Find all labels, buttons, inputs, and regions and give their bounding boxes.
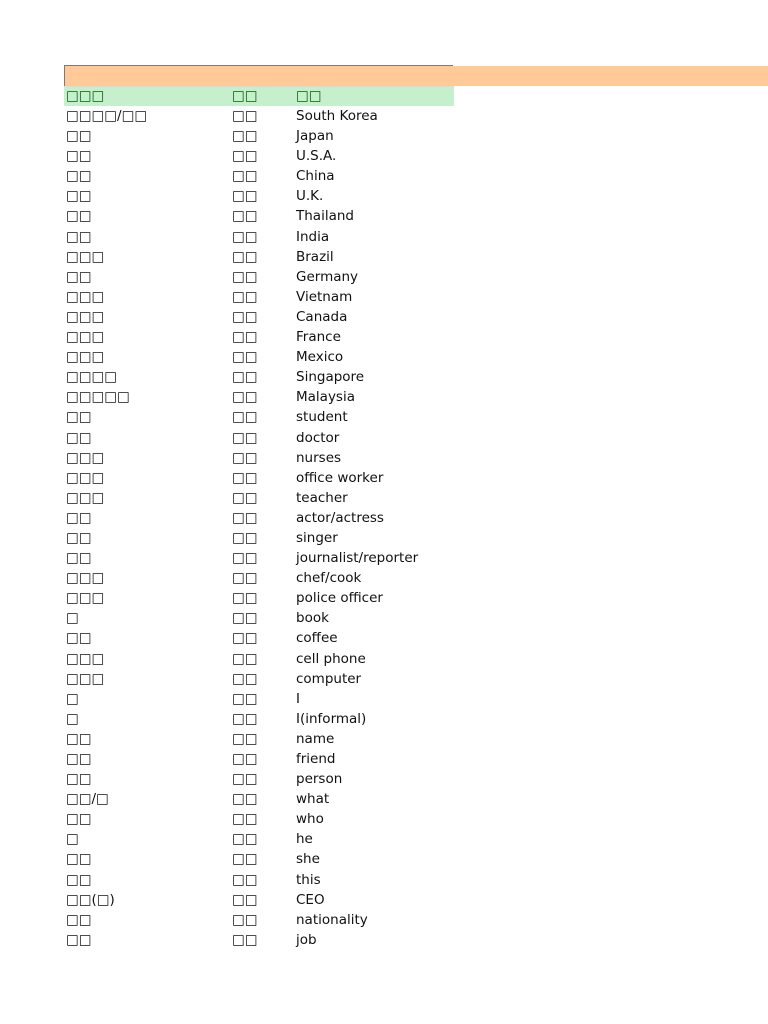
table-row	[0, 809, 768, 829]
cell-meaning: coffee	[296, 630, 338, 647]
cell-word: □□□	[66, 650, 105, 667]
cell-meaning: student	[296, 409, 348, 426]
cell-type: □□	[232, 489, 258, 506]
cell-meaning: I	[296, 690, 300, 707]
cell-type: □□	[232, 811, 258, 828]
cell-meaning: doctor	[296, 429, 340, 446]
header-row	[64, 86, 454, 106]
cell-meaning: South Korea	[296, 108, 378, 124]
cell-word: □□(□)	[66, 891, 115, 908]
table-row	[0, 789, 768, 809]
table-row	[0, 689, 768, 709]
table-row	[0, 508, 768, 528]
cell-word: □□□	[66, 308, 105, 325]
vocabulary-list	[0, 106, 768, 950]
cell-type: □□	[232, 590, 258, 607]
cell-type: □□	[232, 570, 258, 587]
cell-type: □□	[232, 108, 258, 124]
cell-word: □□□	[66, 489, 105, 506]
cell-type: □□	[232, 730, 258, 747]
cell-type: □□	[232, 469, 258, 486]
cell-word: □□	[66, 550, 92, 567]
cell-type: □□	[232, 168, 258, 185]
table-row	[0, 608, 768, 628]
cell-type: □□	[232, 228, 258, 245]
cell-meaning: Brazil	[296, 248, 334, 265]
cell-type: □□	[232, 308, 258, 325]
table-row	[0, 106, 768, 126]
cell-type: □□	[232, 630, 258, 647]
header-col-meaning: □□	[296, 88, 322, 104]
cell-type: □□	[232, 529, 258, 546]
cell-meaning: Mexico	[296, 349, 344, 366]
cell-word: □□	[66, 771, 92, 788]
cell-type: □□	[232, 429, 258, 446]
cell-meaning: he	[296, 831, 313, 848]
cell-meaning: singer	[296, 529, 338, 546]
cell-type: □□	[232, 208, 258, 225]
cell-meaning: office worker	[296, 469, 384, 486]
cell-type: □□	[232, 610, 258, 627]
cell-word: □□□□□	[66, 389, 130, 406]
cell-word: □□	[66, 208, 92, 225]
cell-type: □□	[232, 268, 258, 285]
cell-word: □□	[66, 429, 92, 446]
cell-word: □□	[66, 811, 92, 828]
cell-word: □□	[66, 128, 92, 145]
cell-word: □□	[66, 630, 92, 647]
table-row	[0, 749, 768, 769]
cell-word: □□□	[66, 670, 105, 687]
cell-meaning: U.S.A.	[296, 148, 337, 165]
cell-word: □□	[66, 529, 92, 546]
table-row	[0, 206, 768, 226]
cell-meaning: Vietnam	[296, 288, 353, 305]
cell-word: □□	[66, 148, 92, 165]
table-row	[0, 407, 768, 427]
cell-word: □□□	[66, 248, 105, 265]
cell-type: □□	[232, 710, 258, 727]
cell-word: □□	[66, 509, 92, 526]
table-row	[0, 448, 768, 468]
cell-word: □□	[66, 751, 92, 767]
cell-type: □□	[232, 891, 258, 908]
table-row	[0, 247, 768, 267]
table-row	[0, 428, 768, 448]
cell-type: □□	[232, 670, 258, 687]
cell-word: □	[66, 610, 79, 627]
cell-word: □□	[66, 730, 92, 747]
table-row	[0, 367, 768, 387]
cell-meaning: I(informal)	[296, 710, 367, 727]
table-row	[0, 166, 768, 186]
table-row	[0, 267, 768, 287]
cell-word: □	[66, 690, 79, 707]
cell-meaning: what	[296, 791, 330, 808]
title-bar-extension	[453, 66, 768, 86]
table-row	[0, 769, 768, 789]
cell-meaning: teacher	[296, 489, 348, 506]
cell-type: □□	[232, 650, 258, 667]
cell-meaning: who	[296, 811, 324, 828]
cell-type: □□	[232, 188, 258, 205]
cell-type: □□	[232, 911, 258, 928]
cell-word: □□	[66, 409, 92, 426]
header-col-type: □□	[232, 88, 258, 104]
table-row	[0, 227, 768, 247]
cell-type: □□	[232, 550, 258, 567]
cell-type: □□	[232, 349, 258, 366]
cell-meaning: India	[296, 228, 330, 245]
table-row	[0, 870, 768, 890]
cell-type: □□	[232, 791, 258, 808]
table-row	[0, 890, 768, 910]
cell-type: □□	[232, 851, 258, 868]
table-row	[0, 628, 768, 648]
cell-meaning: person	[296, 771, 343, 788]
cell-type: □□	[232, 931, 258, 948]
cell-meaning: job	[296, 931, 317, 948]
cell-word: □□	[66, 851, 92, 868]
cell-meaning: journalist/reporter	[296, 550, 419, 567]
table-row	[0, 468, 768, 488]
cell-word: □□	[66, 188, 92, 205]
cell-meaning: she	[296, 851, 320, 868]
cell-meaning: police officer	[296, 590, 383, 607]
cell-meaning: name	[296, 730, 335, 747]
cell-type: □□	[232, 128, 258, 145]
cell-type: □□	[232, 248, 258, 265]
cell-type: □□	[232, 449, 258, 466]
table-row	[0, 287, 768, 307]
table-row	[0, 327, 768, 347]
cell-meaning: France	[296, 329, 341, 346]
table-row	[0, 910, 768, 930]
cell-word: □□□	[66, 590, 105, 607]
cell-meaning: this	[296, 871, 321, 888]
cell-meaning: U.K.	[296, 188, 324, 205]
header-col-word: □□□	[66, 88, 105, 104]
table-row	[0, 126, 768, 146]
table-row	[0, 186, 768, 206]
cell-word: □□□	[66, 349, 105, 366]
cell-type: □□	[232, 329, 258, 346]
table-row	[0, 930, 768, 950]
cell-word: □□□□/□□	[66, 108, 148, 124]
cell-type: □□	[232, 690, 258, 707]
cell-meaning: book	[296, 610, 329, 627]
cell-word: □□	[66, 228, 92, 245]
cell-word: □□/□	[66, 791, 109, 808]
cell-word: □□□	[66, 469, 105, 486]
cell-meaning: Japan	[296, 128, 334, 145]
cell-word: □□	[66, 911, 92, 928]
table-row	[0, 588, 768, 608]
table-row	[0, 307, 768, 327]
cell-meaning: cell phone	[296, 650, 366, 667]
cell-word: □□□	[66, 288, 105, 305]
cell-type: □□	[232, 871, 258, 888]
cell-type: □□	[232, 509, 258, 526]
table-row	[0, 709, 768, 729]
cell-type: □□	[232, 751, 258, 767]
table-row	[0, 568, 768, 588]
table-row	[0, 669, 768, 689]
table-row	[0, 146, 768, 166]
cell-word: □□□	[66, 449, 105, 466]
cell-meaning: nurses	[296, 449, 342, 466]
cell-type: □□	[232, 409, 258, 426]
table-row	[0, 548, 768, 568]
table-row	[0, 347, 768, 367]
table-row	[0, 488, 768, 508]
table-row	[0, 387, 768, 407]
table-row	[0, 649, 768, 669]
cell-meaning: chef/cook	[296, 570, 362, 587]
cell-meaning: Singapore	[296, 369, 365, 386]
cell-meaning: Germany	[296, 268, 359, 285]
cell-word: □□□	[66, 329, 105, 346]
cell-word: □	[66, 831, 79, 848]
cell-word: □□	[66, 168, 92, 185]
cell-meaning: friend	[296, 751, 336, 767]
cell-meaning: China	[296, 168, 335, 185]
cell-meaning: Malaysia	[296, 389, 355, 406]
table-row	[0, 829, 768, 849]
cell-type: □□	[232, 771, 258, 788]
cell-meaning: CEO	[296, 891, 325, 908]
cell-type: □□	[232, 148, 258, 165]
cell-word: □□	[66, 268, 92, 285]
cell-word: □	[66, 710, 79, 727]
cell-type: □□	[232, 288, 258, 305]
cell-word: □□	[66, 931, 92, 948]
cell-meaning: nationality	[296, 911, 368, 928]
cell-word: □□□□	[66, 369, 118, 386]
table-row	[0, 528, 768, 548]
cell-meaning: actor/actress	[296, 509, 384, 526]
cell-type: □□	[232, 369, 258, 386]
title-bar	[64, 65, 453, 86]
table-row	[0, 729, 768, 749]
cell-word: □□	[66, 871, 92, 888]
cell-type: □□	[232, 389, 258, 406]
cell-meaning: computer	[296, 670, 362, 687]
cell-meaning: Canada	[296, 308, 348, 325]
table-row	[0, 849, 768, 869]
cell-word: □□□	[66, 570, 105, 587]
cell-type: □□	[232, 831, 258, 848]
cell-meaning: Thailand	[296, 208, 354, 225]
